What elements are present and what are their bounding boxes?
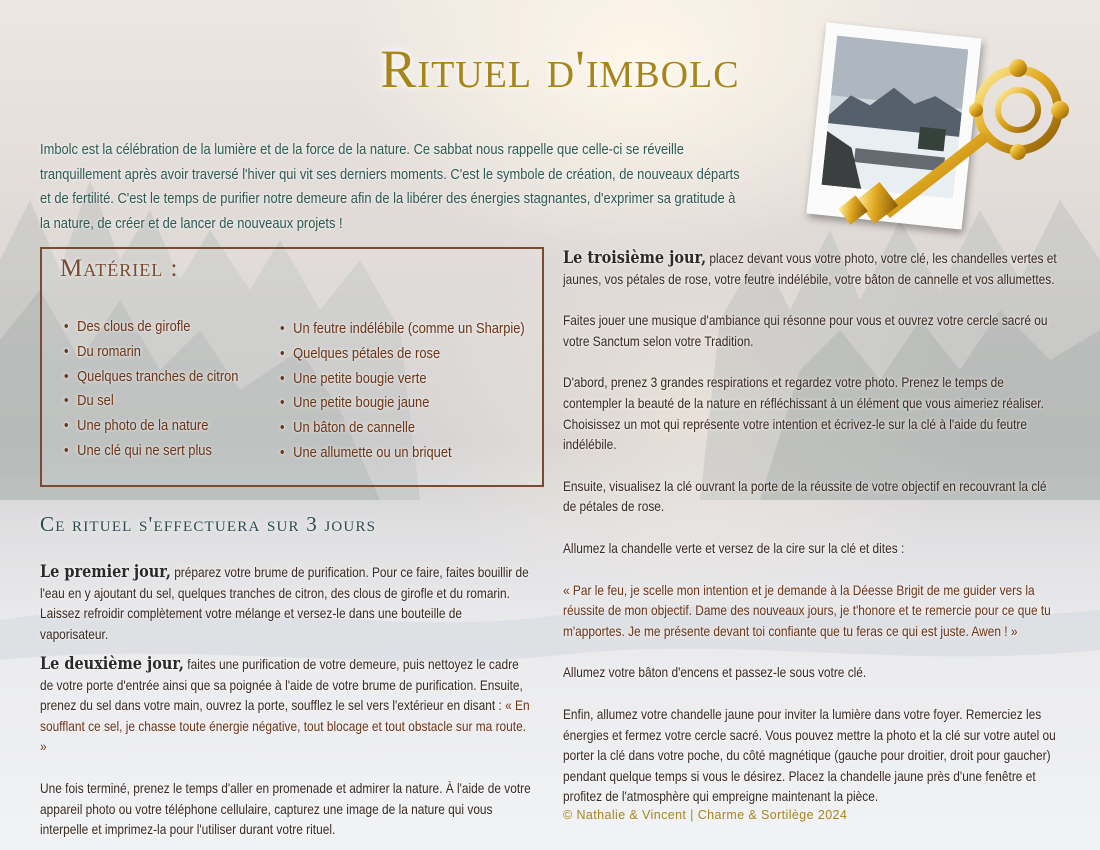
day1-text: préparez votre brume de purification. Pour ce faire, faites bouillir de l'eau en y ajoutant du sel, quelques tranches de citron, des clous de girofle et du romarin. Laissez refroidir complètement votre mélange et versez-le dans une bouteille de vaporisateur. <box>40 564 529 642</box>
day2-heading: Le deuxième jour, <box>40 654 184 674</box>
day3-paragraph-3: D'abord, prenez 3 grandes respirations et regardez votre photo. Prenez le temps de contempler la beauté de la nature en réfléchissant à un élément que vous aimeriez réaliser. Choisissez un mot qui représente votre intention et écrivez-le sur la clé à l'aide du feutre indélébile. <box>563 374 1044 453</box>
list-item: • Un feutre indélébile (comme un Sharpie) <box>280 317 525 342</box>
list-item: • Quelques pétales de rose <box>280 342 525 367</box>
golden-key-icon <box>820 40 1080 250</box>
day2-followup: Une fois terminé, prenez le temps d'aller en promenade et admirer la nature. À l'aide de votre appareil photo ou votre téléphone cellulaire, capturez une image de la nature qui vous interpelle et imprimez-la pour l'utiliser durant votre rituel. <box>40 779 531 838</box>
list-item: • Une allumette ou un briquet <box>280 441 525 466</box>
materiel-heading: Matériel : <box>60 255 179 282</box>
list-item: • Du romarin <box>64 340 238 365</box>
materiel-list-right <box>280 317 565 466</box>
day3-paragraph-5: Allumez la chandelle verte et versez de la cire sur la clé et dites : <box>563 539 905 556</box>
day3-paragraph-6: Allumez votre bâton d'encens et passez-le sous votre clé. <box>563 664 867 681</box>
day3-text: placez devant vous votre photo, votre clé, les chandelles vertes et jaunes, vos pétales de rose, votre feutre indélébile, votre bâton de cannelle et vos allumettes. <box>563 250 1057 287</box>
page-title: Rituel d'imbolc <box>380 39 740 99</box>
list-item: • Un bâton de cannelle <box>280 416 525 441</box>
materiel-list-left <box>64 315 267 464</box>
day1-section <box>40 562 533 644</box>
list-item: • Du sel <box>64 389 238 414</box>
list-item: • Des clous de girofle <box>64 315 238 340</box>
day3-section <box>563 248 1063 807</box>
day2-section <box>40 654 533 840</box>
intro-paragraph <box>40 138 745 236</box>
list-item: • Une clé qui ne sert plus <box>64 439 238 464</box>
footer-credit: © Nathalie & Vincent | Charme & Sortilège 2024 <box>563 808 848 822</box>
list-item: • Quelques tranches de citron <box>64 365 238 390</box>
day3-paragraph-2: Faites jouer une musique d'ambiance qui résonne pour vous et ouvrez votre cercle sacré ou votre Sanctum selon votre Tradition. <box>563 312 1048 349</box>
day3-paragraph-7: Enfin, allumez votre chandelle jaune pour inviter la lumière dans votre foyer. Remerciez les énergies et fermez votre cercle sacré. Vous pouvez mettre la photo et la clé sur votre autel ou porter la clé dans votre poche, du côté magnétique (gauche pour droitier, droit pour gaucher) pendant quelque temps si vous le désirez. Placez la chandelle jaune près d'une fenêtre et profitez de l'atmosphère qui empreigne maintenant la pièce. <box>563 705 1056 805</box>
day3-paragraph-4: Ensuite, visualisez la clé ouvrant la porte de la réussite de votre objectif en recouvrant la clé de pétales de rose. <box>563 477 1047 515</box>
duration-heading: Ce rituel s'effectuera sur 3 jours <box>40 512 377 536</box>
day3-heading: Le troisième jour, <box>563 248 707 268</box>
day2-text: faites une purification de votre demeure, puis nettoyez le cadre de votre porte d'entrée ainsi que sa poignée à l'aide de votre brume de purification. Ensuite, prenez du sel dans votre main, ouvrez la porte, soufflez le sel vers l'extérieur en disant : <box>40 656 523 714</box>
day1-heading: Le premier jour, <box>40 562 171 582</box>
materiel-box <box>40 247 544 487</box>
intro-text: Imbolc est la célébration de la lumière et de la force de la nature. Ce sabbat nous rappelle que celle-ci se réveille tranquillement après avoir traversé l'hiver qui vit ses derniers moments. C'est le symbole de création, de nouveaux départs et de fertilité. C'est le temps de purifier notre demeure afin de la libérer des énergies stagnantes, d'exprimer sa gratitude à la nature, de créer et de lancer de nouveaux projets ! <box>40 141 740 232</box>
day3-quote: « Par le feu, je scelle mon intention et je demande à la Déesse Brigit de me guider vers la réussite de mon objectif. Dame des nouveaux jours, je t'honore et te remercie pour ce que tu m'apportes. Je me présente devant toi confiante que tu feras ce qui est juste. Awen ! » <box>563 581 1051 639</box>
list-item: • Une petite bougie verte <box>280 367 525 392</box>
list-item: • Une photo de la nature <box>64 414 238 439</box>
day2-quote: « En soufflant ce sel, je chasse toute énergie négative, tout blocage et tout obstacle sur ma route. » <box>40 697 530 755</box>
list-item: • Une petite bougie jaune <box>280 391 525 416</box>
